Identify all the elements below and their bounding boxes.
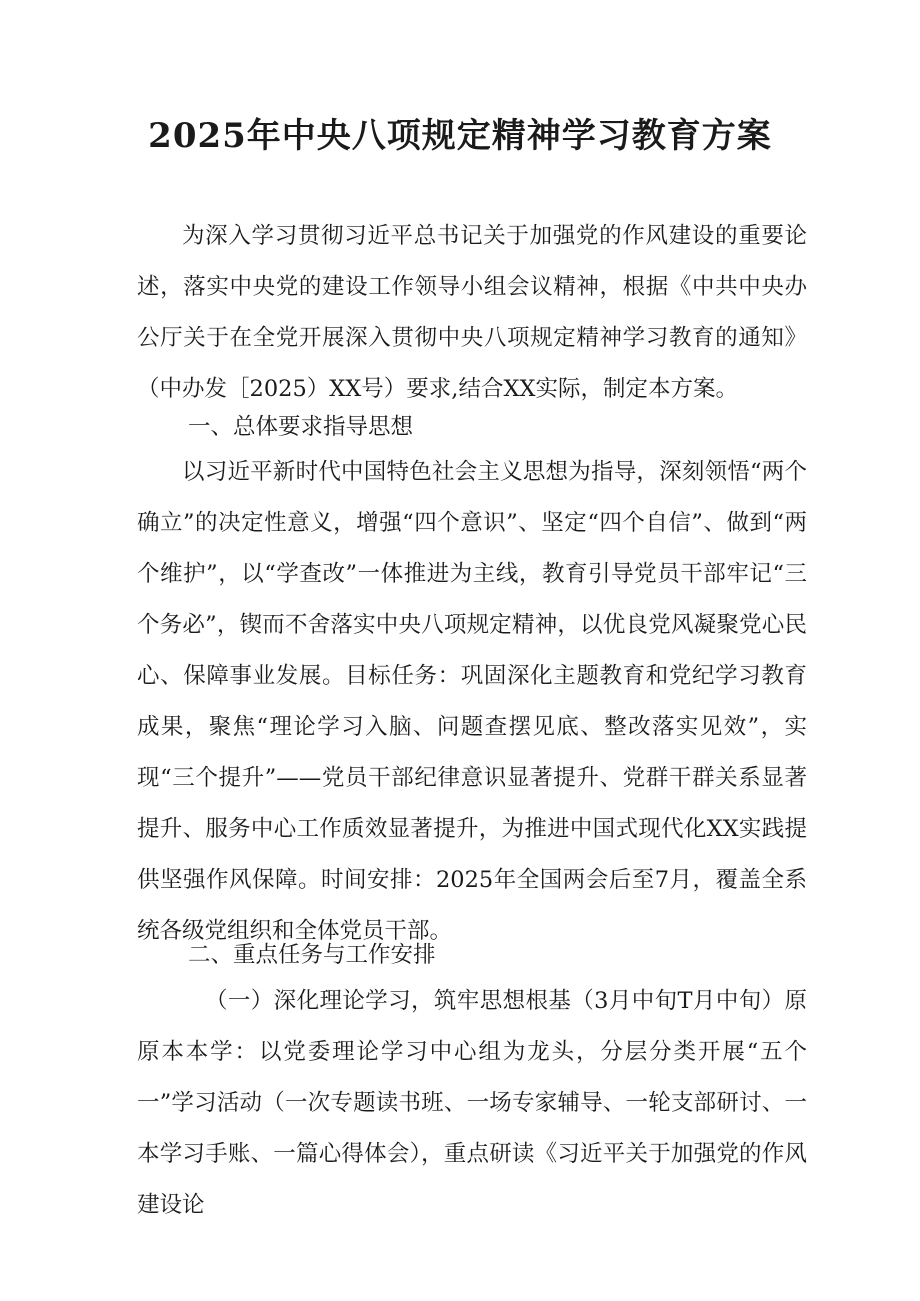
document-title: 2025年中央八项规定精神学习教育方案	[148, 116, 772, 156]
section-1-paragraph: 以习近平新时代中国特色社会主义思想为指导，深刻领悟“两个确立”的决定性意义，增强“四个意识”、坚定“四个自信”、做到“两个维护”，以“学查改”一体推进为主线，教育引导党员干部牢记“三个务必”，锲而不舍落实中央八项规定精神，以优良党风凝聚党心民心、保障事业发展。目标任务：巩固深化主题教育和党纪学习教育成果，聚焦“理论学习入脑、问题查摆见底、整改落实见效”，实现“三个提升”——党员干部纪律意识显著提升、党群干群关系显著提升、服务中心工作质效显著提升，为推进中国式现代化XX实践提供坚强作风保障。时间安排：2025年全国两会后至7月，覆盖全系统各级党组织和全体党员干部。	[137, 459, 807, 944]
section-2-paragraph: （一）深化理论学习，筑牢思想根基（3月中旬T月中旬）原原本本学：以党委理论学习中心组为龙头，分层分类开展“五个一”学习活动（一次专题读书班、一场专家辅导、一轮支部研讨、一本学习手账、一篇心得体会），重点研读《习近平关于加强党的作风建设论	[137, 988, 807, 1218]
intro-paragraph: 为深入学习贯彻习近平总书记关于加强党的作风建设的重要论述，落实中央党的建设工作领导小组会议精神，根据《中共中央办公厅关于在全党开展深入贯彻中央八项规定精神学习教育的通知》（中办发［2025）XX号）要求,结合XX实际，制定本方案。	[137, 223, 807, 402]
section-1-heading: 一、总体要求指导思想	[188, 414, 414, 440]
section-2-heading: 二、重点任务与工作安排	[188, 942, 436, 968]
